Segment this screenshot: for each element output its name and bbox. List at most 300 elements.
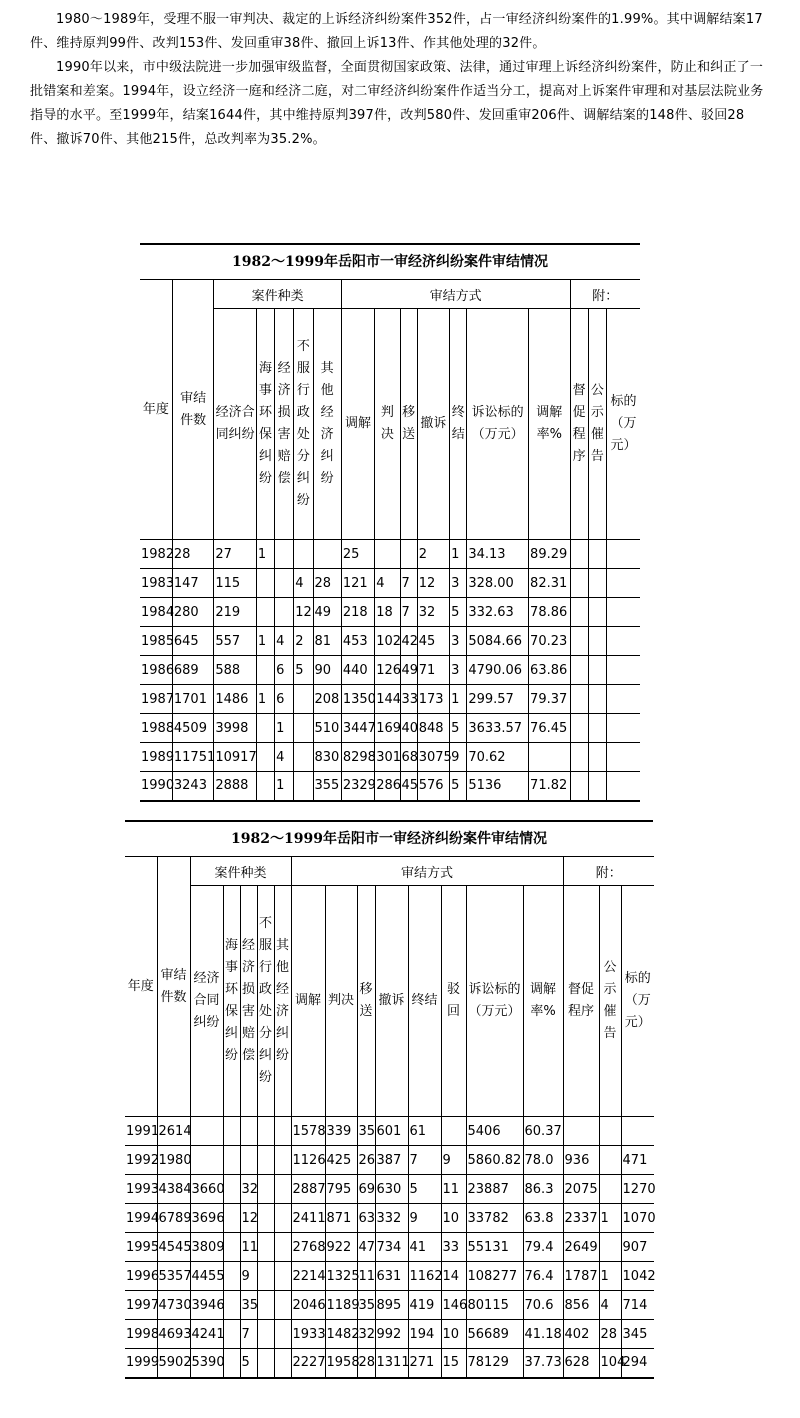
- table-cell: 301: [375, 743, 400, 772]
- table-cell: [294, 685, 313, 714]
- column-header: 判决: [325, 886, 357, 1117]
- table-cell: 218: [341, 598, 374, 627]
- table-cell: 3809: [190, 1233, 223, 1262]
- table-cell: [256, 598, 274, 627]
- table-cell: 7: [400, 569, 417, 598]
- table-cell: 33: [400, 685, 417, 714]
- table-cell: [294, 743, 313, 772]
- table-cell: [223, 1262, 240, 1291]
- table-cell: 1: [275, 772, 294, 801]
- table-cell: 70.23: [529, 627, 570, 656]
- table-cell: 10: [441, 1204, 466, 1233]
- table-cell: 102: [375, 627, 400, 656]
- table-title: 1982～1999年岳阳市一审经济纠纷案件审结情况: [125, 820, 653, 856]
- table-cell: [257, 1233, 274, 1262]
- table-cell: 5136: [467, 772, 529, 801]
- table-cell: 1986: [140, 656, 172, 685]
- table-cell: 2: [294, 627, 313, 656]
- table-cell: [570, 656, 588, 685]
- table-cell: 1578: [291, 1117, 325, 1146]
- table-cell: [606, 598, 640, 627]
- table-cell: 4241: [190, 1320, 223, 1349]
- table-cell: [570, 685, 588, 714]
- table-cell: [257, 1320, 274, 1349]
- table-cell: [570, 772, 588, 801]
- table-cell: [274, 1349, 291, 1378]
- table-row: [125, 1349, 654, 1378]
- table-cell: 419: [408, 1291, 441, 1320]
- table-cell: [275, 540, 294, 569]
- table-cell: 68: [400, 743, 417, 772]
- table-cell: 5084.66: [467, 627, 529, 656]
- table-cell: 1958: [325, 1349, 357, 1378]
- table-row: [125, 1291, 654, 1320]
- column-header: 海事环保纠纷: [256, 309, 274, 540]
- table-cell: 1982: [140, 540, 172, 569]
- table-cell: 2: [417, 540, 449, 569]
- header-year: 年度: [140, 280, 172, 540]
- table-cell: [588, 772, 606, 801]
- table-cell: 33782: [466, 1204, 523, 1233]
- table-cell: [570, 714, 588, 743]
- table-cell: 871: [325, 1204, 357, 1233]
- table-cell: 4730: [157, 1291, 190, 1320]
- table-cell: [294, 714, 313, 743]
- column-header: 撤诉: [417, 309, 449, 540]
- table-row: [125, 1320, 654, 1349]
- table-cell: 907: [621, 1233, 654, 1262]
- table-cell: 10: [441, 1320, 466, 1349]
- table-cell: 1994: [125, 1204, 157, 1233]
- table-cell: [223, 1233, 240, 1262]
- table-cell: 18: [375, 598, 400, 627]
- table-cell: 5390: [190, 1349, 223, 1378]
- table-cell: 3660: [190, 1175, 223, 1204]
- table-cell: 9: [450, 743, 467, 772]
- table-cell: [223, 1320, 240, 1349]
- table-row: [140, 685, 640, 714]
- table-cell: 11: [357, 1262, 375, 1291]
- table-cell: 147: [172, 569, 213, 598]
- table-cell: 1: [256, 627, 274, 656]
- table-cell: 89.29: [529, 540, 570, 569]
- table-cell: 28: [599, 1320, 621, 1349]
- column-header: 调解率%: [523, 886, 563, 1117]
- table-cell: 14: [441, 1262, 466, 1291]
- table-cell: [256, 743, 274, 772]
- table-cell: 76.45: [529, 714, 570, 743]
- table-cell: [588, 743, 606, 772]
- table-cell: 104: [599, 1349, 621, 1378]
- table-cell: 345: [621, 1320, 654, 1349]
- table-cell: 1270: [621, 1175, 654, 1204]
- table-cell: [256, 569, 274, 598]
- table-cell: 601: [375, 1117, 408, 1146]
- table-cell: 32: [417, 598, 449, 627]
- column-header: 判决: [375, 309, 400, 540]
- table-cell: 3075: [417, 743, 449, 772]
- table-cell: 895: [375, 1291, 408, 1320]
- table-cell: 4: [294, 569, 313, 598]
- table-row: [140, 540, 640, 569]
- table-cell: 5: [450, 598, 467, 627]
- table-cell: 1: [450, 685, 467, 714]
- table-cell: 645: [172, 627, 213, 656]
- table-cell: 5: [450, 772, 467, 801]
- column-header: 终结: [450, 309, 467, 540]
- table-cell: 2214: [291, 1262, 325, 1291]
- table-cell: 5: [450, 714, 467, 743]
- column-header: 经济合同纠纷: [214, 309, 257, 540]
- table-cell: 32: [357, 1320, 375, 1349]
- table-cell: 70.62: [467, 743, 529, 772]
- table-cell: 7: [400, 598, 417, 627]
- table-cell: 588: [214, 656, 257, 685]
- table-cell: [400, 540, 417, 569]
- table-cell: 1350: [341, 685, 374, 714]
- table-cell: [274, 1175, 291, 1204]
- column-header: 公示催告: [599, 886, 621, 1117]
- table-cell: 3946: [190, 1291, 223, 1320]
- table-cell: 9: [240, 1262, 257, 1291]
- table-cell: 1482: [325, 1320, 357, 1349]
- table-cell: 271: [408, 1349, 441, 1378]
- table-cell: [274, 1204, 291, 1233]
- table-cell: 3: [450, 656, 467, 685]
- column-header: 督促程序: [563, 886, 599, 1117]
- header-total: 审结件数: [172, 280, 213, 540]
- table-cell: 32: [240, 1175, 257, 1204]
- table-cell: 4693: [157, 1320, 190, 1349]
- table-cell: 922: [325, 1233, 357, 1262]
- table-cell: [588, 685, 606, 714]
- column-header: 督促程序: [570, 309, 588, 540]
- table-row: [125, 1117, 654, 1146]
- table-cell: [588, 656, 606, 685]
- table-cell: 856: [563, 1291, 599, 1320]
- table-cell: 126: [375, 656, 400, 685]
- table-cell: [257, 1175, 274, 1204]
- table-cell: 5860.82: [466, 1146, 523, 1175]
- table-cell: 45: [400, 772, 417, 801]
- table-cell: [570, 743, 588, 772]
- table-cell: 402: [563, 1320, 599, 1349]
- table-cell: 71: [417, 656, 449, 685]
- table-cell: 6: [275, 656, 294, 685]
- table-cell: [256, 714, 274, 743]
- table-cell: 3447: [341, 714, 374, 743]
- table-cell: 108277: [466, 1262, 523, 1291]
- table-cell: 830: [313, 743, 341, 772]
- table-cell: 1325: [325, 1262, 357, 1291]
- table-cell: 440: [341, 656, 374, 685]
- table-cell: 70.6: [523, 1291, 563, 1320]
- table-cell: 219: [214, 598, 257, 627]
- table-cell: [606, 627, 640, 656]
- table-cell: 1980: [157, 1146, 190, 1175]
- table-row: [125, 1262, 654, 1291]
- table-cell: 1996: [125, 1262, 157, 1291]
- data-table: [125, 856, 654, 1379]
- column-header: 标的（万元）: [621, 886, 654, 1117]
- table-cell: [313, 540, 341, 569]
- column-header: 诉讼标的（万元）: [467, 309, 529, 540]
- column-header: 其他经济纠纷: [274, 886, 291, 1117]
- column-header: 调解: [341, 309, 374, 540]
- table-cell: [529, 743, 570, 772]
- table-cell: 40: [400, 714, 417, 743]
- table-cell: 49: [313, 598, 341, 627]
- table-cell: 90: [313, 656, 341, 685]
- table-cell: [294, 540, 313, 569]
- column-header: 调解率%: [529, 309, 570, 540]
- table-cell: 11751: [172, 743, 213, 772]
- table-cell: 1990: [140, 772, 172, 801]
- table-cell: 4: [275, 627, 294, 656]
- table-1991-1999: [125, 820, 656, 1379]
- table-cell: 1995: [125, 1233, 157, 1262]
- table-cell: 1991: [125, 1117, 157, 1146]
- table-cell: 2046: [291, 1291, 325, 1320]
- table-cell: 2411: [291, 1204, 325, 1233]
- table-cell: 121: [341, 569, 374, 598]
- table-cell: 63.8: [523, 1204, 563, 1233]
- column-header: 驳回: [441, 886, 466, 1117]
- table-cell: 1988: [140, 714, 172, 743]
- table-cell: [599, 1117, 621, 1146]
- table-cell: 387: [375, 1146, 408, 1175]
- table-cell: 208: [313, 685, 341, 714]
- table-cell: 1993: [125, 1175, 157, 1204]
- table-cell: [588, 569, 606, 598]
- column-header: 公示催告: [588, 309, 606, 540]
- column-header: 经济合同纠纷: [190, 886, 223, 1117]
- column-header: 不服行政处分纠纷: [257, 886, 274, 1117]
- table-cell: 34.13: [467, 540, 529, 569]
- table-cell: 630: [375, 1175, 408, 1204]
- group-case-kind: 案件种类: [190, 857, 291, 886]
- table-cell: 355: [313, 772, 341, 801]
- table-cell: 71.82: [529, 772, 570, 801]
- table-cell: 37.73: [523, 1349, 563, 1378]
- table-cell: 12: [240, 1204, 257, 1233]
- table-cell: 1162: [408, 1262, 441, 1291]
- table-cell: 41: [408, 1233, 441, 1262]
- intro-paragraph-1: 1980～1989年，受理不服一审判决、裁定的上诉经济纠纷案件352件，占一审经济纠纷案件的1.99%。其中调解结案17件、维持原判99件、改判153件、发回重审38件、撤回上诉13件、作其他处理的32件。: [30, 12, 763, 51]
- table-cell: 1: [599, 1204, 621, 1233]
- table-cell: 81: [313, 627, 341, 656]
- column-header: 调解: [291, 886, 325, 1117]
- table-cell: [240, 1146, 257, 1175]
- table-cell: 5: [240, 1349, 257, 1378]
- table-cell: 1: [450, 540, 467, 569]
- table-cell: [570, 598, 588, 627]
- table-cell: [588, 540, 606, 569]
- table-cell: 5357: [157, 1262, 190, 1291]
- table-row: [140, 598, 640, 627]
- table-cell: 795: [325, 1175, 357, 1204]
- table-cell: [257, 1291, 274, 1320]
- table-cell: 453: [341, 627, 374, 656]
- table-cell: 42: [400, 627, 417, 656]
- table-cell: [257, 1146, 274, 1175]
- table-cell: 425: [325, 1146, 357, 1175]
- table-cell: 936: [563, 1146, 599, 1175]
- table-cell: 3: [450, 569, 467, 598]
- table-cell: 1126: [291, 1146, 325, 1175]
- table-cell: 63.86: [529, 656, 570, 685]
- table-cell: 35: [240, 1291, 257, 1320]
- table-cell: 9: [441, 1146, 466, 1175]
- table-cell: [570, 627, 588, 656]
- table-cell: [606, 540, 640, 569]
- table-cell: 33: [441, 1233, 466, 1262]
- table-cell: [274, 1146, 291, 1175]
- column-header: 诉讼标的（万元）: [466, 886, 523, 1117]
- table-cell: 5406: [466, 1117, 523, 1146]
- table-cell: [257, 1117, 274, 1146]
- table-cell: 471: [621, 1146, 654, 1175]
- table-cell: [274, 1233, 291, 1262]
- group-case-kind: 案件种类: [214, 280, 341, 309]
- table-cell: [294, 772, 313, 801]
- table-cell: 169: [375, 714, 400, 743]
- table-cell: 1311: [375, 1349, 408, 1378]
- table-cell: 55131: [466, 1233, 523, 1262]
- table-cell: 294: [621, 1349, 654, 1378]
- table-cell: 1070: [621, 1204, 654, 1233]
- table-cell: [275, 569, 294, 598]
- table-cell: 35: [357, 1291, 375, 1320]
- table-cell: 47: [357, 1233, 375, 1262]
- table-cell: [223, 1204, 240, 1233]
- table-cell: 76.4: [523, 1262, 563, 1291]
- table-cell: [257, 1204, 274, 1233]
- column-header: 标的（万元）: [606, 309, 640, 540]
- table-cell: 631: [375, 1262, 408, 1291]
- table-row: [125, 1233, 654, 1262]
- table-cell: 1984: [140, 598, 172, 627]
- table-cell: 1997: [125, 1291, 157, 1320]
- table-row: [140, 714, 640, 743]
- table-cell: 7: [240, 1320, 257, 1349]
- table-cell: 3243: [172, 772, 213, 801]
- table-cell: [570, 569, 588, 598]
- table-cell: [274, 1291, 291, 1320]
- table-cell: [588, 598, 606, 627]
- table-cell: 5: [408, 1175, 441, 1204]
- table-1982-1990: [140, 243, 640, 802]
- table-cell: 1042: [621, 1262, 654, 1291]
- table-cell: [606, 772, 640, 801]
- table-cell: 12: [294, 598, 313, 627]
- table-cell: 1989: [140, 743, 172, 772]
- table-cell: 4790.06: [467, 656, 529, 685]
- table-cell: 4: [275, 743, 294, 772]
- table-row: [125, 1204, 654, 1233]
- table-cell: 11: [441, 1175, 466, 1204]
- table-row: [140, 743, 640, 772]
- table-cell: [256, 656, 274, 685]
- table-cell: 510: [313, 714, 341, 743]
- group-appendix: 附：: [563, 857, 654, 886]
- table-cell: 1: [275, 714, 294, 743]
- column-header: 终结: [408, 886, 441, 1117]
- table-cell: 2887: [291, 1175, 325, 1204]
- table-cell: 576: [417, 772, 449, 801]
- table-cell: 194: [408, 1320, 441, 1349]
- data-table: [140, 279, 640, 802]
- table-cell: 3633.57: [467, 714, 529, 743]
- table-cell: 5902: [157, 1349, 190, 1378]
- table-cell: [190, 1146, 223, 1175]
- table-cell: 61: [408, 1117, 441, 1146]
- table-cell: 63: [357, 1204, 375, 1233]
- table-cell: [588, 714, 606, 743]
- table-cell: 56689: [466, 1320, 523, 1349]
- table-cell: 78129: [466, 1349, 523, 1378]
- table-cell: 28: [357, 1349, 375, 1378]
- table-cell: 115: [214, 569, 257, 598]
- header-total: 审结件数: [157, 857, 190, 1117]
- table-cell: [570, 540, 588, 569]
- table-cell: [274, 1117, 291, 1146]
- table-cell: 992: [375, 1320, 408, 1349]
- table-cell: 2337: [563, 1204, 599, 1233]
- table-cell: 1983: [140, 569, 172, 598]
- table-row: [125, 1146, 654, 1175]
- table-row: [140, 772, 640, 801]
- table-cell: 1486: [214, 685, 257, 714]
- table-cell: 8298: [341, 743, 374, 772]
- table-cell: 299.57: [467, 685, 529, 714]
- table-cell: [621, 1117, 654, 1146]
- table-cell: 27: [214, 540, 257, 569]
- table-cell: 3696: [190, 1204, 223, 1233]
- table-cell: 82.31: [529, 569, 570, 598]
- column-header: 移送: [357, 886, 375, 1117]
- table-cell: [563, 1117, 599, 1146]
- table-cell: 79.4: [523, 1233, 563, 1262]
- table-cell: 86.3: [523, 1175, 563, 1204]
- table-cell: [223, 1349, 240, 1378]
- table-cell: [275, 598, 294, 627]
- table-cell: [606, 714, 640, 743]
- table-cell: 35: [357, 1117, 375, 1146]
- table-cell: [240, 1117, 257, 1146]
- table-cell: 4384: [157, 1175, 190, 1204]
- table-cell: 1987: [140, 685, 172, 714]
- column-header: 经济损害赔偿: [240, 886, 257, 1117]
- table-cell: 714: [621, 1291, 654, 1320]
- table-cell: 286: [375, 772, 400, 801]
- table-cell: 11: [240, 1233, 257, 1262]
- group-method: 审结方式: [291, 857, 563, 886]
- table-cell: 4455: [190, 1262, 223, 1291]
- table-cell: 4545: [157, 1233, 190, 1262]
- table-cell: [274, 1320, 291, 1349]
- table-cell: 15: [441, 1349, 466, 1378]
- table-cell: [190, 1117, 223, 1146]
- column-header: 经济损害赔偿: [275, 309, 294, 540]
- table-cell: [599, 1233, 621, 1262]
- table-cell: 80115: [466, 1291, 523, 1320]
- table-cell: 1999: [125, 1349, 157, 1378]
- group-method: 审结方式: [341, 280, 570, 309]
- table-cell: [588, 627, 606, 656]
- table-cell: 173: [417, 685, 449, 714]
- table-cell: 25: [341, 540, 374, 569]
